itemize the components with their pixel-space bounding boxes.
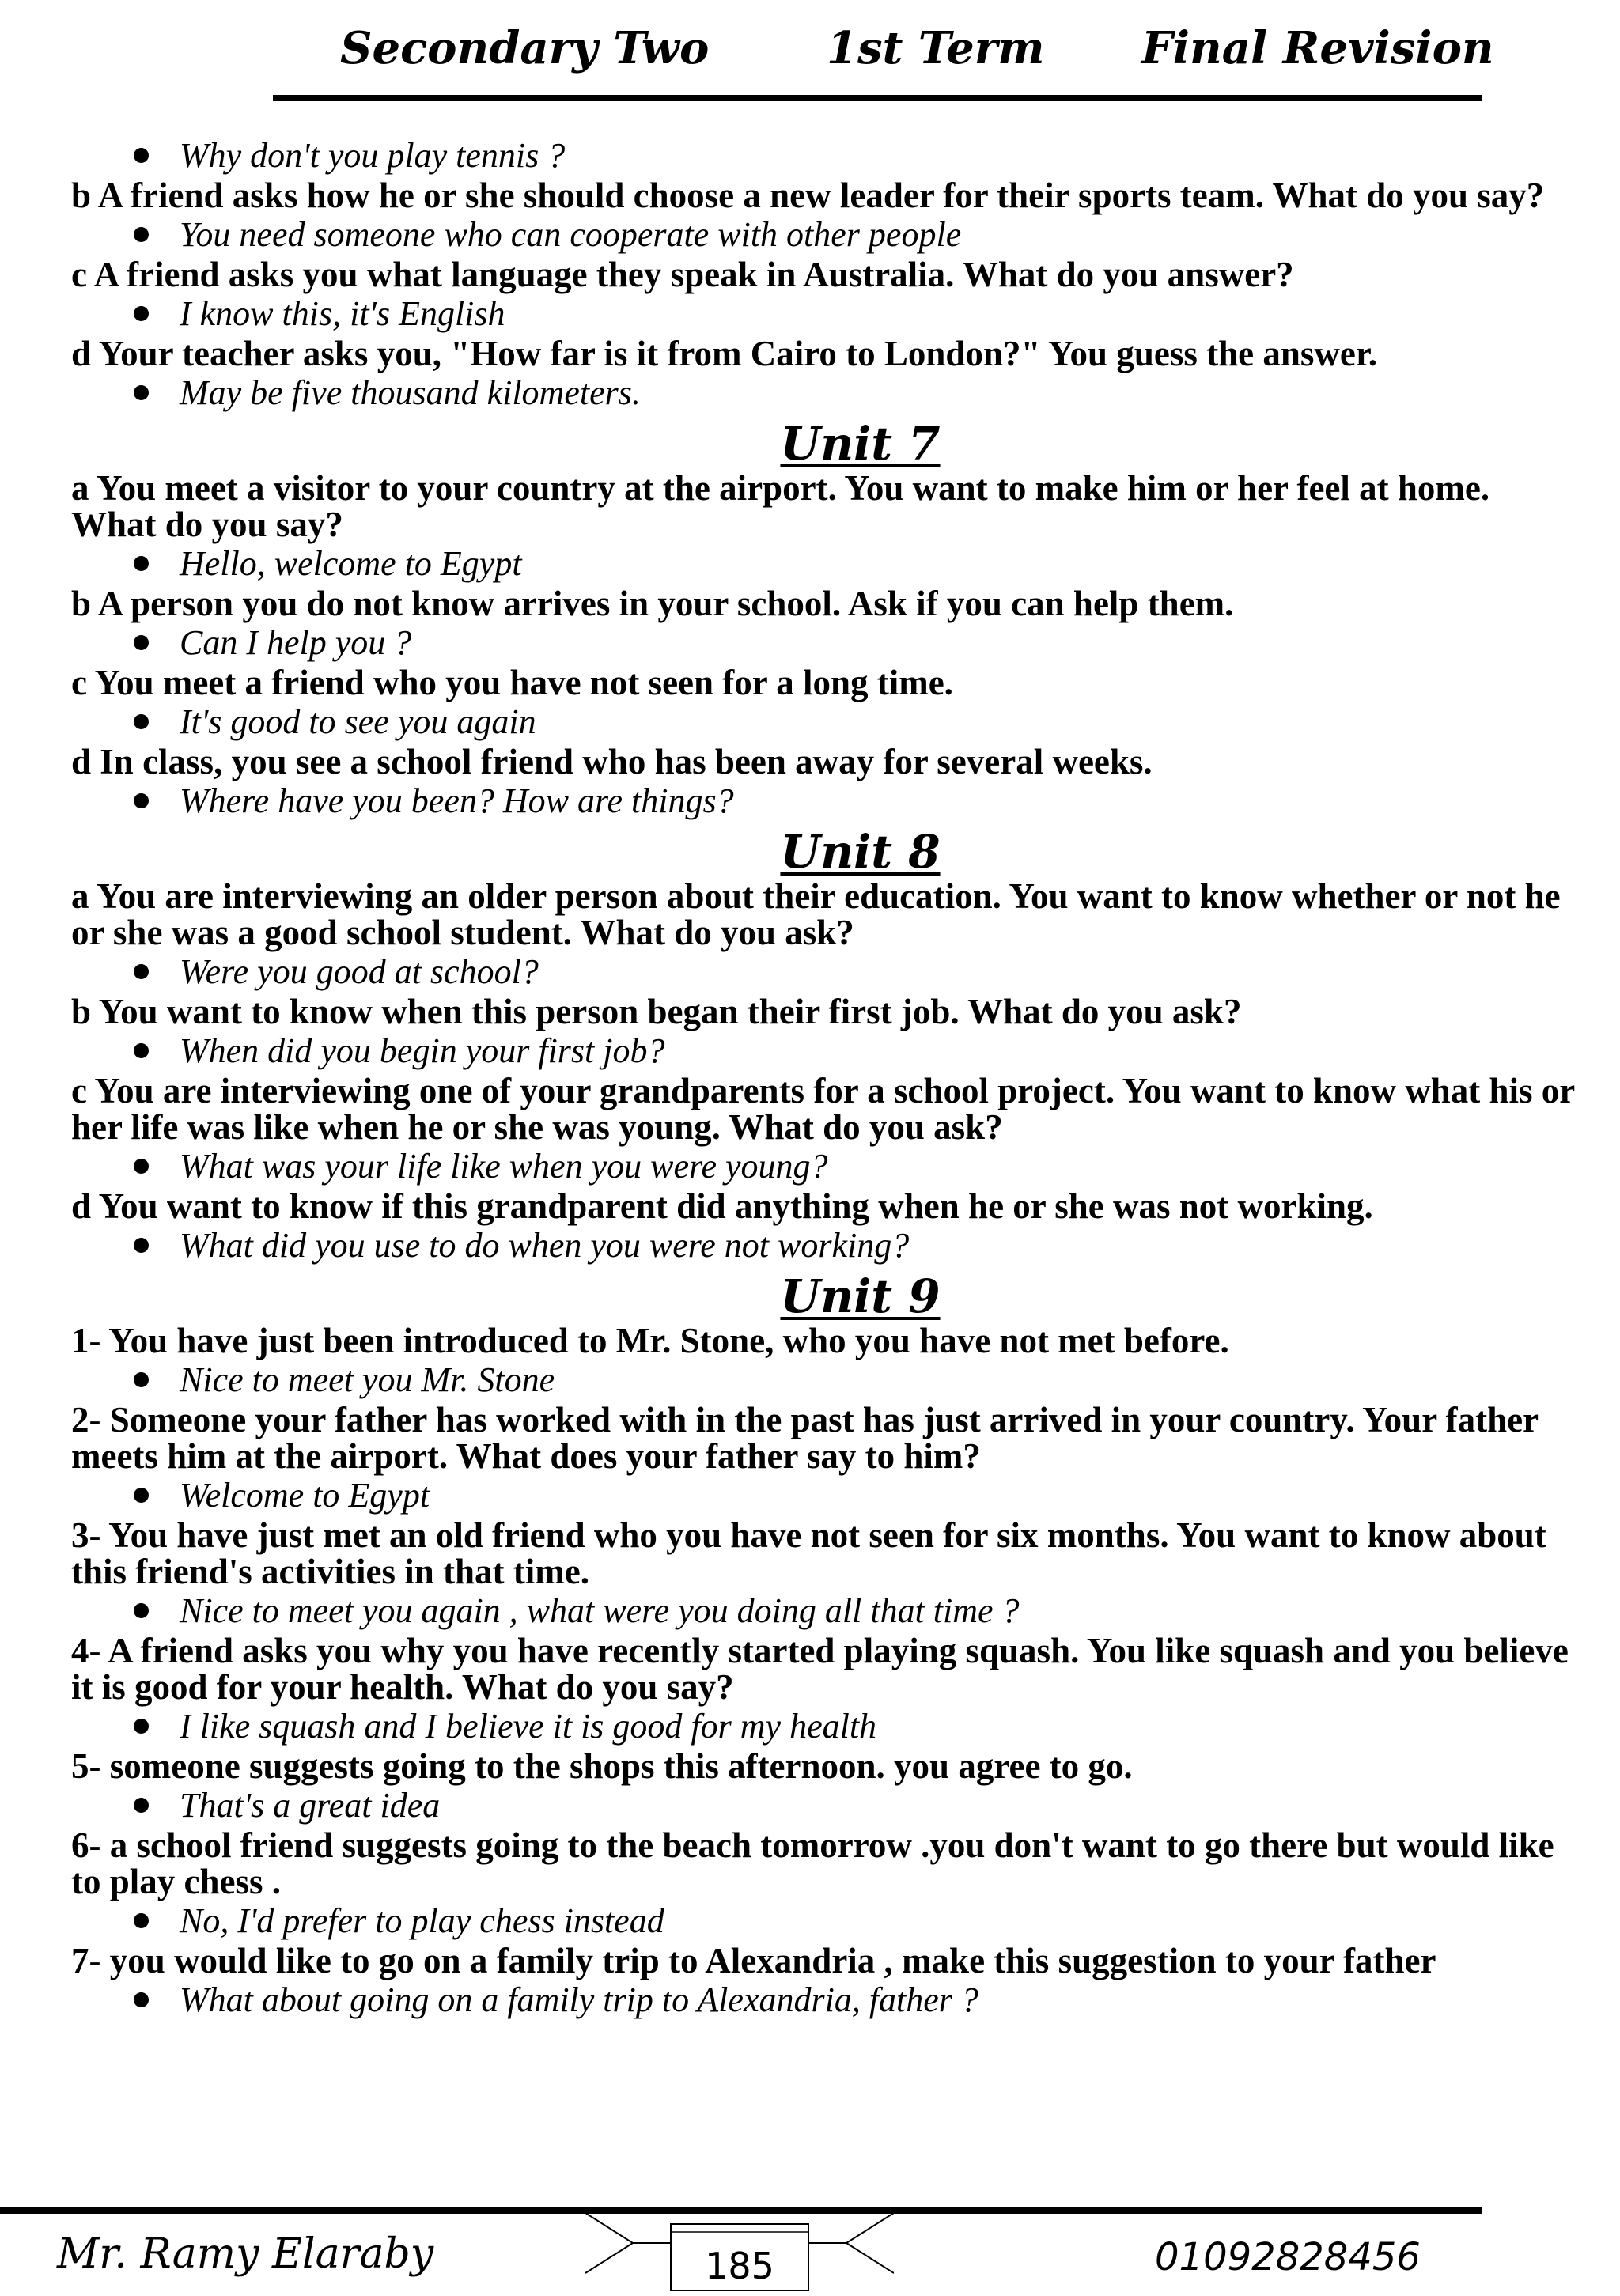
bullet-icon <box>134 1913 149 1928</box>
answer-text: That's a great idea <box>180 1786 441 1825</box>
answer-item <box>71 951 1578 993</box>
answer-text: What was your life like when you were young? <box>180 1147 828 1186</box>
answer-text: What did you use to do when you were not working? <box>180 1226 910 1265</box>
question-text: d You want to know if this grandparent did anything when he or she was not working. <box>71 1186 1373 1226</box>
answer-text: When did you begin your first job? <box>180 1031 665 1070</box>
question-text: c You meet a friend who you have not seen for a long time. <box>71 663 953 702</box>
question-text: 2- Someone your father has worked with in the past has just arrived in your country. Your father meets him at the airport. What does your father say to him? <box>71 1400 1539 1476</box>
question-text: b A person you do not know arrives in your school. Ask if you can help them. <box>71 584 1234 623</box>
bullet-icon <box>134 227 149 242</box>
bullet-icon <box>134 385 149 400</box>
answer-item <box>71 1979 1578 2022</box>
answer-text: May be five thousand kilometers. <box>180 373 641 412</box>
answer-text: What about going on a family trip to Alexandria, father ? <box>180 1980 978 2019</box>
question-text: c You are interviewing one of your grandparents for a school project. You want to know what his or her life was like when he or she was young. What do you ask? <box>71 1071 1575 1147</box>
unit-heading: Unit 7 <box>780 417 941 471</box>
answer-item <box>71 1224 1578 1267</box>
page-header <box>0 0 1620 111</box>
answer-text: Were you good at school? <box>180 952 539 991</box>
answer-text: I know this, it's English <box>180 294 505 333</box>
bullet-icon <box>134 1159 149 1174</box>
answer-item <box>71 293 1578 335</box>
question-text: b You want to know when this person began their first job. What do you ask? <box>71 992 1242 1031</box>
answer-item <box>71 1474 1578 1517</box>
answer-item <box>71 1900 1578 1942</box>
question-text: d In class, you see a school friend who has been away for several weeks. <box>71 742 1153 781</box>
answer-text: I like squash and I believe it is good for my health <box>180 1707 877 1746</box>
bullet-icon <box>134 556 149 571</box>
question-text: 5- someone suggests going to the shops this afternoon. you agree to go. <box>71 1746 1133 1786</box>
unit-heading: Unit 9 <box>780 1269 941 1323</box>
answer-item <box>71 1359 1578 1401</box>
answer-text: Hello, welcome to Egypt <box>180 544 522 583</box>
question-text: b A friend asks how he or she should choose a new leader for their sports team. What do you say? <box>71 176 1545 215</box>
bullet-icon <box>134 306 149 321</box>
answer-text: Can I help you ? <box>180 623 412 662</box>
bullet-icon <box>134 148 149 163</box>
header-title: Final Revision <box>1141 22 1494 74</box>
bullet-icon <box>134 1603 149 1618</box>
question-text: a You are interviewing an older person about their education. You want to know whether or not he or she was a good school student. What do you ask? <box>71 876 1561 952</box>
answer-item <box>71 1784 1578 1827</box>
answer-item <box>71 780 1578 823</box>
answer-text: It's good to see you again <box>180 702 536 741</box>
question-text: 6- a school friend suggests going to the beach tomorrow .you don't want to go there but would like to play chess . <box>71 1825 1554 1901</box>
footer-author: Mr. Ramy Elaraby <box>57 2230 434 2278</box>
bullet-icon <box>134 1992 149 2007</box>
bullet-icon <box>134 1043 149 1058</box>
answer-text: Why don't you play tennis ? <box>180 136 566 175</box>
question-text: 7- you would like to go on a family trip to Alexandria , make this suggestion to your father <box>71 1941 1436 1980</box>
bullet-icon <box>134 1238 149 1253</box>
footer-phone: 01092828456 <box>1155 2235 1421 2279</box>
bullet-icon <box>134 714 149 729</box>
question-text: 4- A friend asks you why you have recently started playing squash. You like squash and you believe it is good for your health. What do you say? <box>71 1631 1569 1707</box>
bullet-icon <box>134 635 149 650</box>
bullet-icon <box>134 793 149 808</box>
answer-item <box>71 701 1578 743</box>
answer-item <box>71 372 1578 414</box>
answer-item <box>71 1145 1578 1188</box>
revision-content <box>71 134 1578 2022</box>
header-grade: Secondary Two <box>340 22 710 74</box>
header-term: 1st Term <box>827 22 1045 74</box>
question-text: c A friend asks you what language they speak in Australia. What do you answer? <box>71 255 1294 294</box>
bullet-icon <box>134 1798 149 1813</box>
page-number-box <box>585 2213 894 2292</box>
answer-item <box>71 543 1578 585</box>
answer-text: You need someone who can cooperate with other people <box>180 215 962 254</box>
answer-item <box>71 1590 1578 1632</box>
bullet-icon <box>134 1488 149 1503</box>
answer-text: Nice to meet you again , what were you doing all that time ? <box>180 1591 1020 1630</box>
answer-item <box>71 1705 1578 1748</box>
answer-item <box>71 214 1578 256</box>
unit-heading: Unit 8 <box>780 825 941 879</box>
question-text: 1- You have just been introduced to Mr. Stone, who you have not met before. <box>71 1321 1229 1360</box>
answer-item <box>71 622 1578 664</box>
question-text: d Your teacher asks you, "How far is it from Cairo to London?" You guess the answer. <box>71 334 1377 373</box>
question-text: 3- You have just met an old friend who you have not seen for six months. You want to know about this friend's activities in that time. <box>71 1515 1546 1591</box>
answer-item <box>71 1030 1578 1072</box>
answer-text: Welcome to Egypt <box>180 1476 430 1515</box>
bullet-icon <box>134 964 149 979</box>
answer-text: Nice to meet you Mr. Stone <box>180 1360 555 1399</box>
header-rule <box>273 95 1482 101</box>
question-text: a You meet a visitor to your country at the airport. You want to make him or her feel at home. What do you say? <box>71 468 1490 544</box>
answer-item <box>71 134 1578 177</box>
page-footer <box>0 2199 1620 2292</box>
bullet-icon <box>134 1719 149 1734</box>
page-number: 185 <box>705 2245 774 2287</box>
answer-text: Where have you been? How are things? <box>180 781 734 820</box>
answer-text: No, I'd prefer to play chess instead <box>180 1901 664 1940</box>
bullet-icon <box>134 1372 149 1387</box>
